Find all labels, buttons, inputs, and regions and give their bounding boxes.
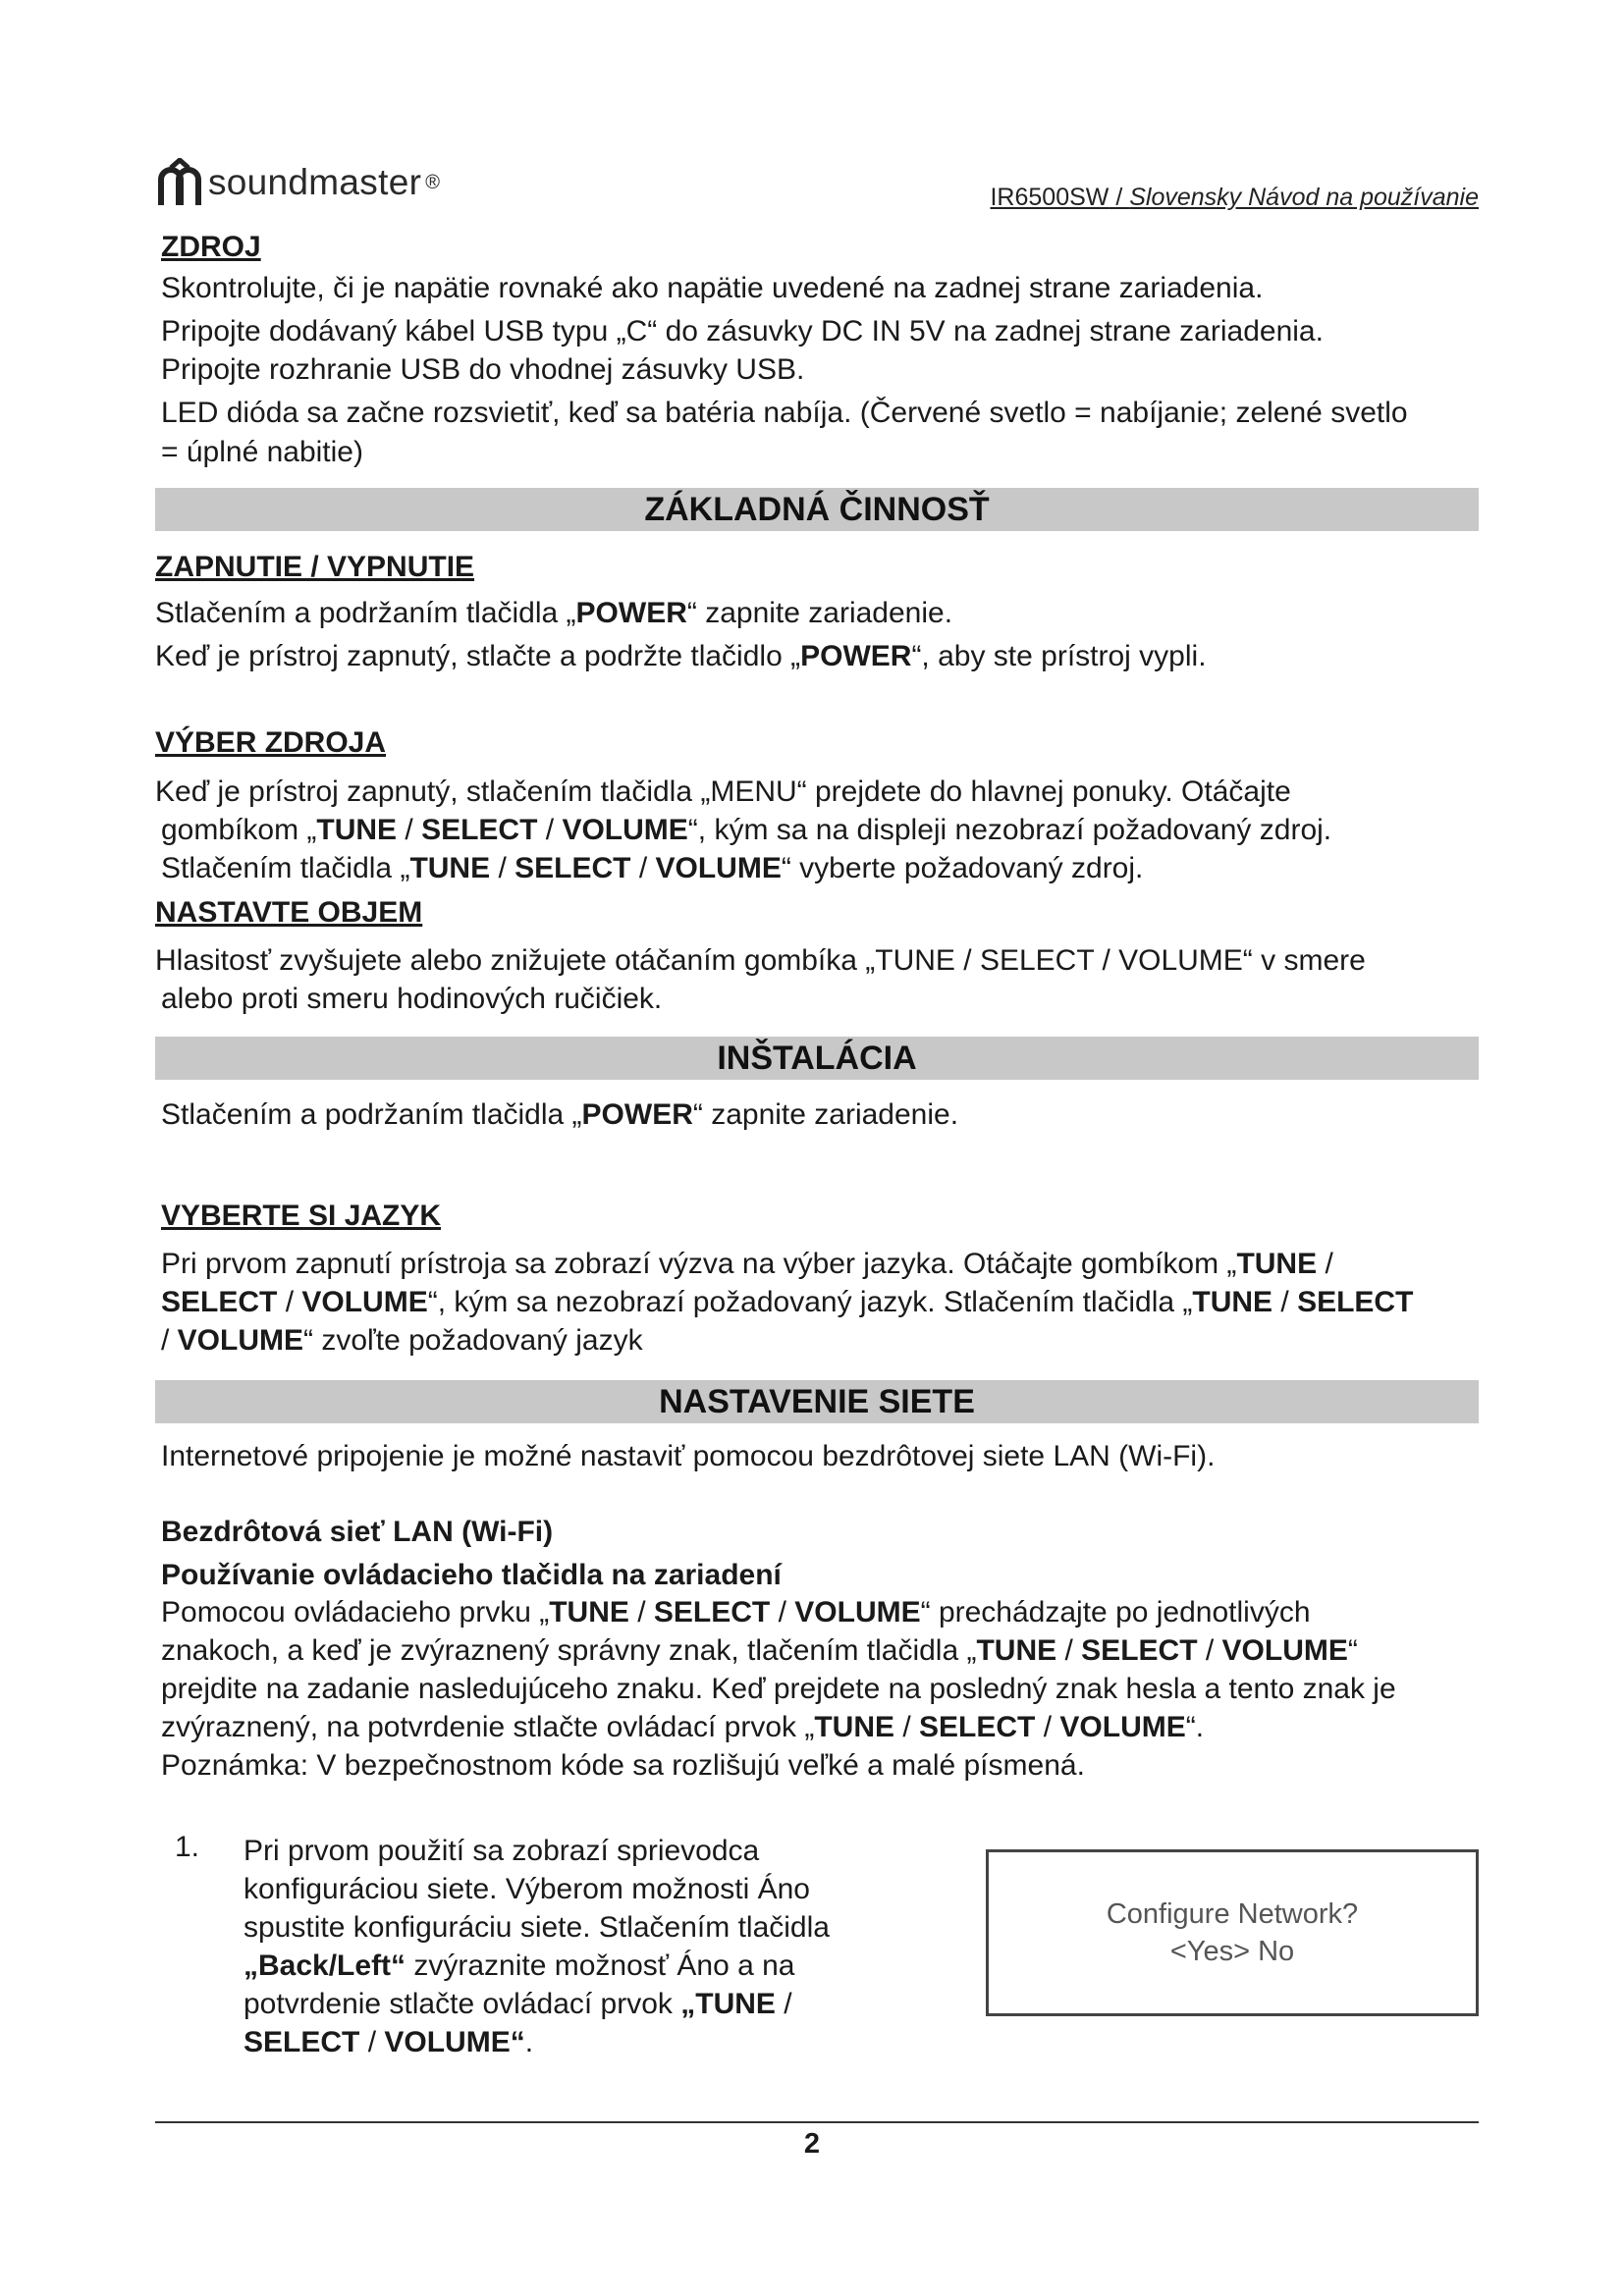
section-heading-zdroj: ZDROJ: [161, 231, 261, 263]
document-header: IR6500SW / Slovensky Návod na používanie: [990, 184, 1479, 211]
soundmaster-logo-icon: [157, 158, 202, 207]
zdroj-line-3: Pripojte rozhranie USB do vhodnej zásuvky USB.: [161, 353, 805, 386]
network-subheading-wifi: Bezdrôtová sieť LAN (Wi-Fi): [161, 1516, 554, 1548]
network-para-line-3: prejdite na zadanie nasledujúceho znaku. Keď prejdete na posledný znak hesla a tento znak je: [161, 1673, 1396, 1705]
page-number: 2: [803, 2128, 821, 2160]
brand-name: soundmaster: [208, 162, 422, 202]
section-band-install: INŠTALÁCIA: [155, 1037, 1479, 1080]
document-title: Slovensky Návod na používanie: [1129, 184, 1479, 211]
source-line-1: Keď je prístroj zapnutý, stlačením tlačidla „MENU“ prejdete do hlavnej ponuky. Otáčajte: [155, 775, 1291, 808]
network-subheading-control: Používanie ovládacieho tlačidla na zariadení: [161, 1559, 782, 1591]
section-heading-source: VÝBER ZDROJA: [155, 726, 387, 759]
network-para-line-1: Pomocou ovládacieho prvku „TUNE / SELECT / VOLUME“ prechádzajte po jednotlivých: [161, 1596, 1311, 1629]
step-line-1: Pri prvom použití sa zobrazí sprievodca: [244, 1835, 760, 1867]
zdroj-line-2: Pripojte dodávaný kábel USB typu „C“ do zásuvky DC IN 5V na zadnej strane zariadenia.: [161, 315, 1324, 347]
step-line-4: „Back/Left“ zvýraznite možnosť Áno a na: [244, 1949, 795, 1982]
network-para-line-2: znakoch, a keď je zvýraznený správny znak, tlačením tlačidla „TUNE / SELECT / VOLUME“: [161, 1634, 1358, 1667]
registered-mark: ®: [425, 171, 440, 193]
source-line-3: Stlačením tlačidla „TUNE / SELECT / VOLUME“ vyberte požadovaný zdroj.: [161, 852, 1144, 884]
section-heading-power: ZAPNUTIE / VYPNUTIE: [155, 551, 475, 583]
volume-line-1: Hlasitosť zvyšujete alebo znižujete otáčaním gombíka „TUNE / SELECT / VOLUME“ v smere: [155, 944, 1366, 977]
section-heading-volume: NASTAVTE OBJEM: [155, 896, 423, 929]
network-note: Poznámka: V bezpečnostnom kóde sa rozlišujú veľké a malé písmená.: [161, 1749, 1085, 1782]
zdroj-line-5: = úplné nabitie): [161, 436, 363, 468]
source-line-2: gombíkom „TUNE / SELECT / VOLUME“, kým sa na displeji nezobrazí požadovaný zdroj.: [161, 814, 1332, 846]
power-line-2: Keď je prístroj zapnutý, stlačte a podržte tlačidlo „POWER“, aby ste prístroj vypli.: [155, 640, 1207, 672]
footer-divider: [155, 2121, 1479, 2123]
section-band-network: NASTAVENIE SIETE: [155, 1380, 1479, 1423]
zdroj-line-4: LED dióda sa začne rozsvietiť, keď sa batéria nabíja. (Červené svetlo = nabíjanie; zelené svetlo: [161, 397, 1408, 429]
language-line-2: SELECT / VOLUME“, kým sa nezobrazí požadovaný jazyk. Stlačením tlačidla „TUNE / SELECT: [161, 1286, 1414, 1318]
zdroj-line-1: Skontrolujte, či je napätie rovnaké ako napätie uvedené na zadnej strane zariadenia.: [161, 272, 1264, 304]
language-line-3: / VOLUME“ zvoľte požadovaný jazyk: [161, 1324, 643, 1357]
power-line-1: Stlačením a podržaním tlačidla „POWER“ zapnite zariadenie.: [155, 597, 953, 629]
volume-line-2: alebo proti smeru hodinových ručičiek.: [161, 983, 663, 1015]
screen-line-2: <Yes> No: [1169, 1936, 1295, 1967]
model-number: IR6500SW: [990, 184, 1110, 211]
step-line-2: konfiguráciou siete. Výberom možnosti Áno: [244, 1873, 810, 1905]
step-line-3: spustite konfiguráciu siete. Stlačením tlačidla: [244, 1911, 830, 1944]
step-number: 1.: [175, 1831, 200, 1863]
step-line-6: SELECT / VOLUME“.: [244, 2026, 534, 2058]
language-line-1: Pri prvom zapnutí prístroja sa zobrazí výzva na výber jazyka. Otáčajte gombíkom „TUNE /: [161, 1248, 1333, 1280]
screen-line-1: Configure Network?: [1106, 1898, 1359, 1930]
network-para-line-4: zvýraznený, na potvrdenie stlačte ovládací prvok „TUNE / SELECT / VOLUME“.: [161, 1711, 1205, 1743]
section-band-basic: ZÁKLADNÁ ČINNOSŤ: [155, 488, 1479, 531]
brand-logo: [157, 155, 440, 210]
install-line-1: Stlačením a podržaním tlačidla „POWER“ zapnite zariadenie.: [161, 1098, 959, 1131]
network-intro: Internetové pripojenie je možné nastaviť pomocou bezdrôtovej siete LAN (Wi-Fi).: [161, 1440, 1216, 1472]
section-heading-language: VYBERTE SI JAZYK: [161, 1200, 442, 1232]
step-line-5: potvrdenie stlačte ovládací prvok „TUNE /: [244, 1988, 792, 2020]
device-screen-illustration: [986, 1849, 1479, 2016]
